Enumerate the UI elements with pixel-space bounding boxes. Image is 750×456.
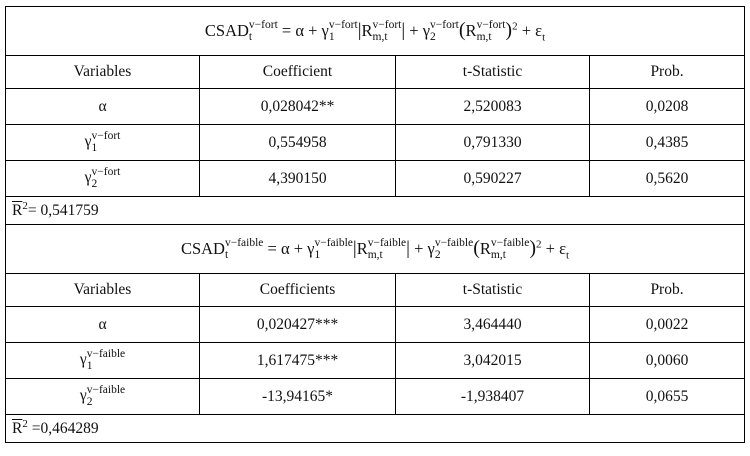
table-row [6, 307, 745, 343]
variable-cell [6, 379, 200, 415]
eq1-gamma-2-sup: v−fort [430, 19, 459, 32]
variable-cell [6, 89, 200, 125]
eq1-power: 2 [512, 20, 518, 33]
eq1-lhs-sub: t [248, 30, 253, 43]
panel1-header-tstat: t-Statistic [396, 56, 590, 89]
panel2-header-row [6, 274, 745, 307]
table-row [6, 89, 745, 125]
eq1-epsilon: ε [535, 20, 543, 40]
panel2-header-coefficients: Coefficients [200, 274, 396, 307]
eq1-gamma-1-sup: v−fort [328, 19, 358, 32]
variable-cell [6, 343, 200, 379]
variable-sub: 1 [91, 141, 98, 154]
variable-cell [6, 161, 200, 197]
eq2-alpha: α [280, 238, 290, 258]
panel1-r-squared [6, 197, 745, 225]
eq2-gamma-1-sub: 1 [314, 248, 321, 261]
variable-scripts [87, 385, 125, 408]
eq1-gamma-1-sub: 1 [328, 30, 335, 43]
coefficient-cell: 0,554958 [200, 125, 396, 161]
eq2-r-1-sup: v−faible [367, 237, 407, 250]
variable-symbol: α [98, 97, 107, 115]
eq2-plus-2: + [414, 238, 424, 258]
variable-scripts [92, 131, 121, 154]
prob-cell: 0,0022 [590, 307, 745, 343]
coefficient-cell: -13,94165* [200, 379, 396, 415]
eq1-gamma-1-scripts [329, 20, 358, 43]
variable-symbol: γ [84, 133, 92, 151]
eq2-r-2: R [479, 238, 491, 258]
variable-sup: v−fort [91, 130, 121, 142]
eq1-gamma-2-scripts [430, 20, 459, 43]
eq2-abs-close: | [406, 237, 410, 259]
variable-sup: v−faible [86, 348, 126, 360]
eq1-r-2-sub: m,t [476, 30, 492, 43]
eq1-paren-close: ) [505, 18, 513, 41]
eq2-lhs-sub: t [224, 248, 229, 261]
variable-scripts [87, 349, 125, 372]
variable-symbol: γ [84, 169, 92, 187]
eq1-r-1-sub: m,t [372, 30, 388, 43]
regression-results-document [5, 6, 744, 443]
panel2-header-tstat: t-Statistic [396, 274, 590, 307]
coefficient-cell: 0,020427*** [200, 307, 396, 343]
variable-symbol: γ [79, 351, 87, 369]
eq1-r-1-scripts [373, 20, 402, 43]
eq2-r-2-sub: m,t [490, 248, 506, 261]
r-squared-power: 2 [22, 199, 28, 212]
eq2-power: 2 [536, 238, 542, 251]
panel1-header-variables: Variables [6, 56, 200, 89]
table-row [6, 161, 745, 197]
eq2-lhs: CSAD [180, 238, 225, 258]
eq2-gamma-1-scripts [314, 238, 352, 261]
eq2-gamma-2-scripts [435, 238, 473, 261]
panel2-header-prob: Prob. [590, 274, 745, 307]
panel2-equation [6, 225, 745, 274]
prob-cell: 0,0060 [590, 343, 745, 379]
variable-symbol: α [98, 315, 107, 333]
table-row [6, 125, 745, 161]
eq2-lhs-scripts [225, 238, 263, 261]
tstat-cell: -1,938407 [396, 379, 590, 415]
panel2-r-squared-row [6, 415, 745, 443]
eq1-epsilon-sub: t [542, 30, 546, 43]
variable-sub: 1 [86, 359, 93, 372]
prob-cell: 0,4385 [590, 125, 745, 161]
eq1-gamma-1: γ [321, 20, 329, 40]
eq1-abs-open: | [357, 19, 362, 41]
prob-cell: 0,0655 [590, 379, 745, 415]
eq2-gamma-1: γ [307, 238, 315, 258]
variable-cell [6, 125, 200, 161]
eq2-plus-3: + [545, 238, 555, 258]
eq1-abs-close: | [401, 19, 406, 41]
coefficient-cell: 0,028042** [200, 89, 396, 125]
eq1-plus-3: + [521, 20, 532, 40]
tstat-cell: 0,791330 [396, 125, 590, 161]
variable-symbol: γ [79, 387, 87, 405]
panel1-header-prob: Prob. [590, 56, 745, 89]
panel2-header-variables: Variables [6, 274, 200, 307]
eq2-epsilon: ε [559, 238, 567, 258]
eq2-r-1-sub: m,t [367, 248, 383, 261]
eq1-r-2-scripts [477, 20, 506, 43]
variable-sub: 2 [86, 395, 93, 408]
eq2-gamma-1-sup: v−faible [314, 237, 353, 250]
prob-cell: 0,0208 [590, 89, 745, 125]
eq1-gamma-2-sub: 2 [430, 30, 436, 43]
eq2-r-2-scripts [491, 238, 529, 261]
variable-sup: v−fort [91, 166, 121, 178]
eq2-gamma-2: γ [427, 238, 435, 258]
r-squared-power: 2 [22, 417, 28, 430]
table-row [6, 379, 745, 415]
tstat-cell: 0,590227 [396, 161, 590, 197]
eq2-lhs-sup: v−faible [224, 237, 264, 250]
regression-table [5, 6, 745, 443]
r-squared-value: =0,464289 [31, 419, 99, 437]
panel1-r-squared-row [6, 197, 745, 225]
eq2-r-2-sup: v−faible [490, 237, 530, 250]
variable-sub: 2 [91, 177, 98, 190]
eq1-plus-2: + [409, 20, 419, 40]
coefficient-cell: 4,390150 [200, 161, 396, 197]
variable-scripts [92, 167, 121, 190]
eq1-r-2: R [465, 20, 477, 40]
panel1-header-coefficient: Coefficient [200, 56, 396, 89]
panel2-r-squared [6, 415, 745, 443]
panel1-header-row [6, 56, 745, 89]
eq2-abs-open: | [352, 237, 357, 259]
variable-cell [6, 307, 200, 343]
eq1-plus-1: + [308, 20, 318, 40]
panel1-equation [6, 7, 745, 56]
r-squared-symbol: $\overline{R}$ [12, 201, 23, 219]
eq1-r-2-sup: v−fort [476, 19, 506, 32]
prob-cell: 0,5620 [590, 161, 745, 197]
eq2-epsilon-sub: t [566, 248, 570, 261]
tstat-cell: 3,464440 [396, 307, 590, 343]
eq2-r-1: R [356, 238, 368, 258]
eq2-paren-close: ) [529, 236, 537, 259]
variable-sup: v−faible [86, 384, 126, 396]
eq1-lhs-scripts [249, 20, 278, 43]
tstat-cell: 2,520083 [396, 89, 590, 125]
eq2-plus-1: + [293, 238, 304, 258]
eq1-alpha: α [295, 20, 304, 40]
eq2-r-1-scripts [368, 238, 406, 261]
eq1-r-1: R [361, 20, 373, 40]
eq2-gamma-2-sup: v−faible [434, 237, 474, 250]
eq1-gamma-2: γ [422, 20, 431, 40]
eq2-paren-open: ( [473, 236, 480, 259]
eq1-r-1-sup: v−fort [372, 19, 402, 32]
r-squared-value: = 0,541759 [27, 201, 99, 219]
eq2-equals: = [267, 238, 277, 258]
coefficient-cell: 1,617475*** [200, 343, 396, 379]
tstat-cell: 3,042015 [396, 343, 590, 379]
r-squared-symbol: $\overline{R}$ [12, 419, 23, 437]
panel1-equation-row [6, 7, 745, 56]
eq1-lhs: CSAD [204, 20, 249, 40]
eq1-paren-open: ( [458, 18, 466, 41]
eq1-equals: = [281, 20, 292, 40]
table-row [6, 343, 745, 379]
eq2-gamma-2-sub: 2 [434, 248, 441, 261]
eq1-lhs-sup: v−fort [248, 19, 278, 32]
panel2-equation-row [6, 225, 745, 274]
